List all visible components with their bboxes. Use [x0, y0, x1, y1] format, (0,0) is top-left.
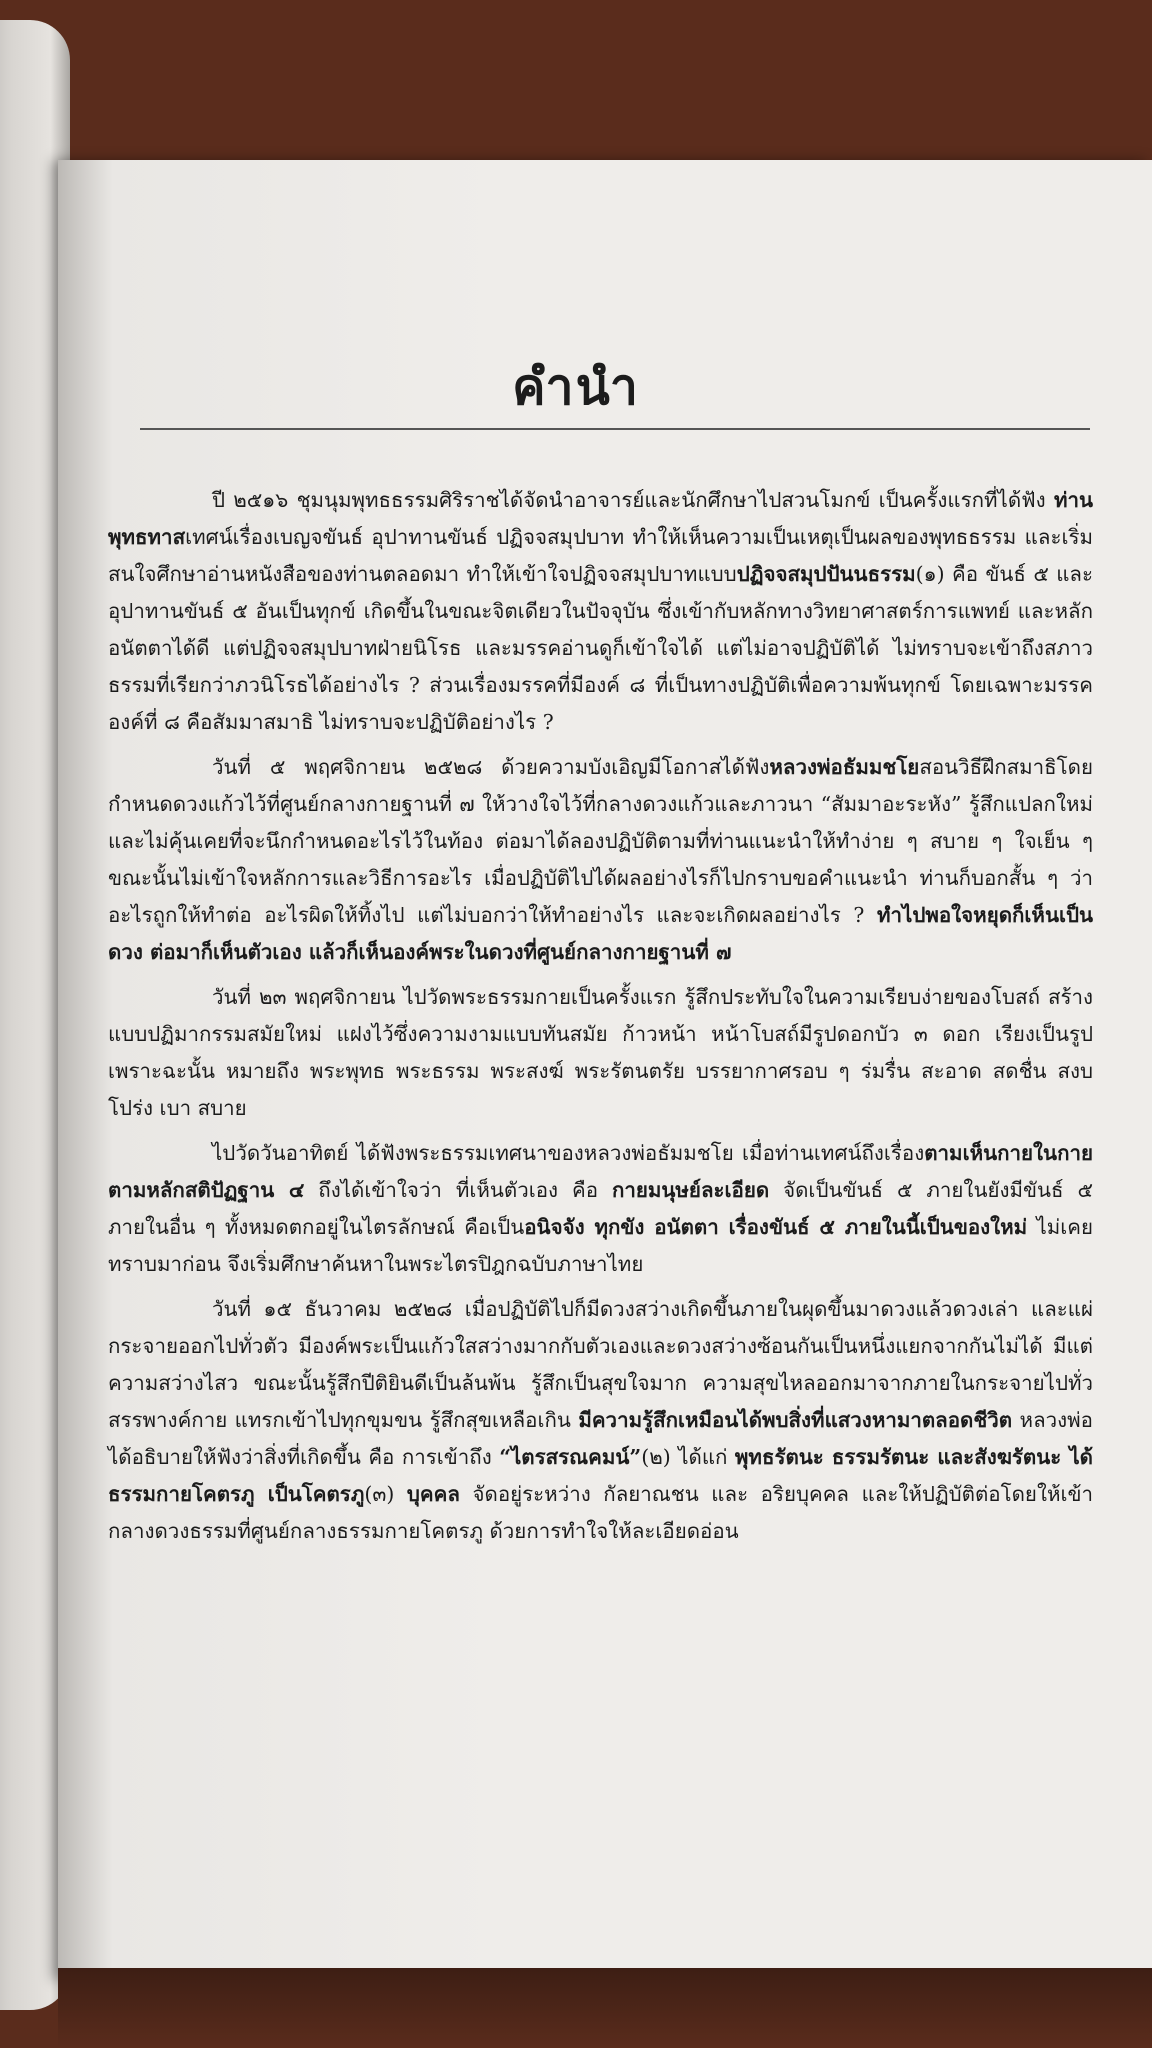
text-run: ไม่เคยทราบมาก่อน จึงเริ่มศึกษาค้นหาในพระไตรปิฎกฉบับภาษาไทย	[108, 1215, 1093, 1276]
paragraph	[108, 749, 1093, 971]
text-run: หลวงพ่อได้อธิบายให้ฟังว่าสิ่งที่เกิดขึ้น คือ การเข้าถึง	[108, 1408, 1093, 1469]
paragraph	[108, 979, 1093, 1127]
bold-text: “ไตรสรณคมน์”	[499, 1445, 642, 1469]
bold-text: กายมนุษย์ละเอียด	[611, 1178, 770, 1202]
bold-text: หลวงพ่อธัมมชโย	[769, 755, 920, 779]
text-run: สอนวิธีฝึกสมาธิโดยกำหนดดวงแก้วไว้ที่ศูนย์กลางกายฐานที่ ๗ ให้วางใจไว้ที่กลางดวงแก้วและภาวนา “สัมมาอะระหัง” รู้สึกแปลกใหม่และไม่คุ้นเคยที่จะนึกกำหนดอะไรไว้ในท้อง ต่อมาได้ลองปฏิบัติตามที่ท่านแนะนำให้ทำง่าย ๆ สบาย ๆ ใจเย็น ๆ ขณะนั้นไม่เข้าใจหลักการและวิธีการอะไร เมื่อปฏิบัติไปได้ผลอย่างไรก็ไปกราบขอคำแนะนำ ท่านก็บอกสั้น ๆ ว่าอะไรถูกให้ทำต่อ อะไรผิดให้ทิ้งไป แต่ไม่บอกว่าให้ทำอย่างไร และจะเกิดผลอย่างไร ?	[108, 755, 1093, 927]
bold-text: พุทธรัตนะ ธรรมรัตนะ และสังฆรัตนะ ได้ธรรมกายโคตรภู เป็นโคตรภู	[108, 1445, 1093, 1506]
paragraph	[108, 1135, 1093, 1283]
paragraph	[108, 482, 1093, 741]
text-run: (๒) ได้แก่	[641, 1445, 735, 1469]
text-run: วันที่ ๕ พฤศจิกายน ๒๕๒๘ ด้วยความบังเอิญมีโอกาสได้ฟัง	[212, 755, 770, 779]
text-run: จัดเป็นขันธ์ ๕ ภายในยังมีขันธ์ ๕ ภายในอื่น ๆ ทั้งหมดตกอยู่ในไตรลักษณ์ คือเป็น	[108, 1178, 1093, 1239]
text-run: (๑) คือ ขันธ์ ๕ และอุปาทานขันธ์ ๕ อันเป็นทุกข์ เกิดขึ้นในขณะจิตเดียวในปัจจุบัน ซึ่งเข้ากับหลักทางวิทยาศาสตร์การแพทย์ และหลักอนัตตาได้ดี แต่ปฏิจจสมุปบาทฝ่ายนิโรธ และมรรคอ่านดูก็เข้าใจได้ แต่ไม่อาจปฏิบัติได้ ไม่ทราบจะเข้าถึงสภาวธรรมที่เรียกว่าภวนิโรธได้อย่างไร ? ส่วนเรื่องมรรคที่มีองค์ ๘ ที่เป็นทางปฏิบัติเพื่อความพ้นทุกข์ โดยเฉพาะมรรคองค์ที่ ๘ คือสัมมาสมาธิ ไม่ทราบจะปฏิบัติอย่างไร ?	[108, 562, 1093, 734]
bold-text: ท่านพุทธทาส	[108, 488, 1093, 549]
table-surface	[58, 1968, 1152, 2048]
bold-text: ทำไปพอใจหยุดก็เห็นเป็นดวง ต่อมาก็เห็นตัวเอง แล้วก็เห็นองค์พระในดวงที่ศูนย์กลางกายฐานที่ ๗	[108, 903, 1093, 964]
text-run: ไปวัดวันอาทิตย์ ได้ฟังพระธรรมเทศนาของหลวงพ่อธัมมชโย เมื่อท่านเทศน์ถึงเรื่อง	[212, 1141, 925, 1165]
bold-text: อนิจจัง ทุกขัง อนัตตา เรื่องขันธ์ ๕ ภายในนี้เป็นของใหม่	[524, 1215, 1028, 1239]
paragraph	[108, 1291, 1093, 1550]
text-run: วันที่ ๑๕ ธันวาคม ๒๕๒๘ เมื่อปฏิบัติไปก็มีดวงสว่างเกิดขึ้นภายในผุดขึ้นมาดวงแล้วดวงเล่า และแผ่กระจายออกไปทั่วตัว มีองค์พระเป็นแก้วใสสว่างมากกับตัวเองและดวงสว่างซ้อนกันเป็นหนึ่งแยกจากกันไม่ได้ มีแต่ความสว่างไสว ขณะนั้นรู้สึกปีติยินดีเป็นล้นพ้น รู้สึกเป็นสุขใจมาก ความสุขไหลออกมาจากภายในกระจายไปทั่วสรรพางค์กาย แทรกเข้าไปทุกขุมขน รู้สึกสุขเหลือเกิน	[108, 1297, 1093, 1432]
text-run: จัดอยู่ระหว่าง กัลยาณชน และ อริยบุคคล และให้ปฏิบัติต่อโดยให้เข้ากลางดวงธรรมที่ศูนย์กลางธรรมกายโคตรภู ด้วยการทำใจให้ละเอียดอ่อน	[108, 1482, 1093, 1543]
preface-body	[108, 482, 1093, 1558]
page-title: คำนำ	[512, 357, 640, 416]
text-run: ถึงได้เข้าใจว่า ที่เห็นตัวเอง คือ	[304, 1178, 612, 1202]
text-run: วันที่ ๒๓ พฤศจิกายน ไปวัดพระธรรมกายเป็นครั้งแรก รู้สึกประทับใจในความเรียบง่ายของโบสถ์ สร้างแบบปฏิมากรรมสมัยใหม่ แฝงไว้ซึ่งความงามแบบทันสมัย ก้าวหน้า หน้าโบสถ์มีรูปดอกบัว ๓ ดอก เรียงเป็นรูป เพราะฉะนั้น หมายถึง พระพุทธ พระธรรม พระสงฆ์ พระรัตนตรัย บรรยากาศรอบ ๆ ร่มรื่น สะอาด สดชื่น สงบ โปร่ง เบา สบาย	[108, 985, 1093, 1120]
bold-text: มีความรู้สึกเหมือนได้พบสิ่งที่แสวงหามาตลอดชีวิต	[578, 1408, 1013, 1432]
bold-text: บุคคล	[406, 1482, 460, 1506]
bold-text: ปฏิจจสมุปปันนธรรม	[736, 562, 916, 586]
bold-text: ตามเห็นกายในกายตามหลักสติปัฏฐาน ๔	[108, 1141, 1093, 1202]
title-rule	[140, 428, 1090, 430]
text-run: (๓)	[364, 1482, 407, 1506]
text-run: ปี ๒๕๑๖ ชุมนุมพุทธธรรมศิริราชได้จัดนำอาจารย์และนักศึกษาไปสวนโมกข์ เป็นครั้งแรกที่ได้ฟัง	[212, 488, 1054, 512]
text-run: เทศน์เรื่องเบญจขันธ์ อุปาทานขันธ์ ปฏิจจสมุปบาท ทำให้เห็นความเป็นเหตุเป็นผลของพุทธธรรม และเริ่มสนใจศึกษาอ่านหนังสือของท่านตลอดมา ทำให้เข้าใจปฏิจจสมุปบาทแบบ	[108, 525, 1093, 586]
